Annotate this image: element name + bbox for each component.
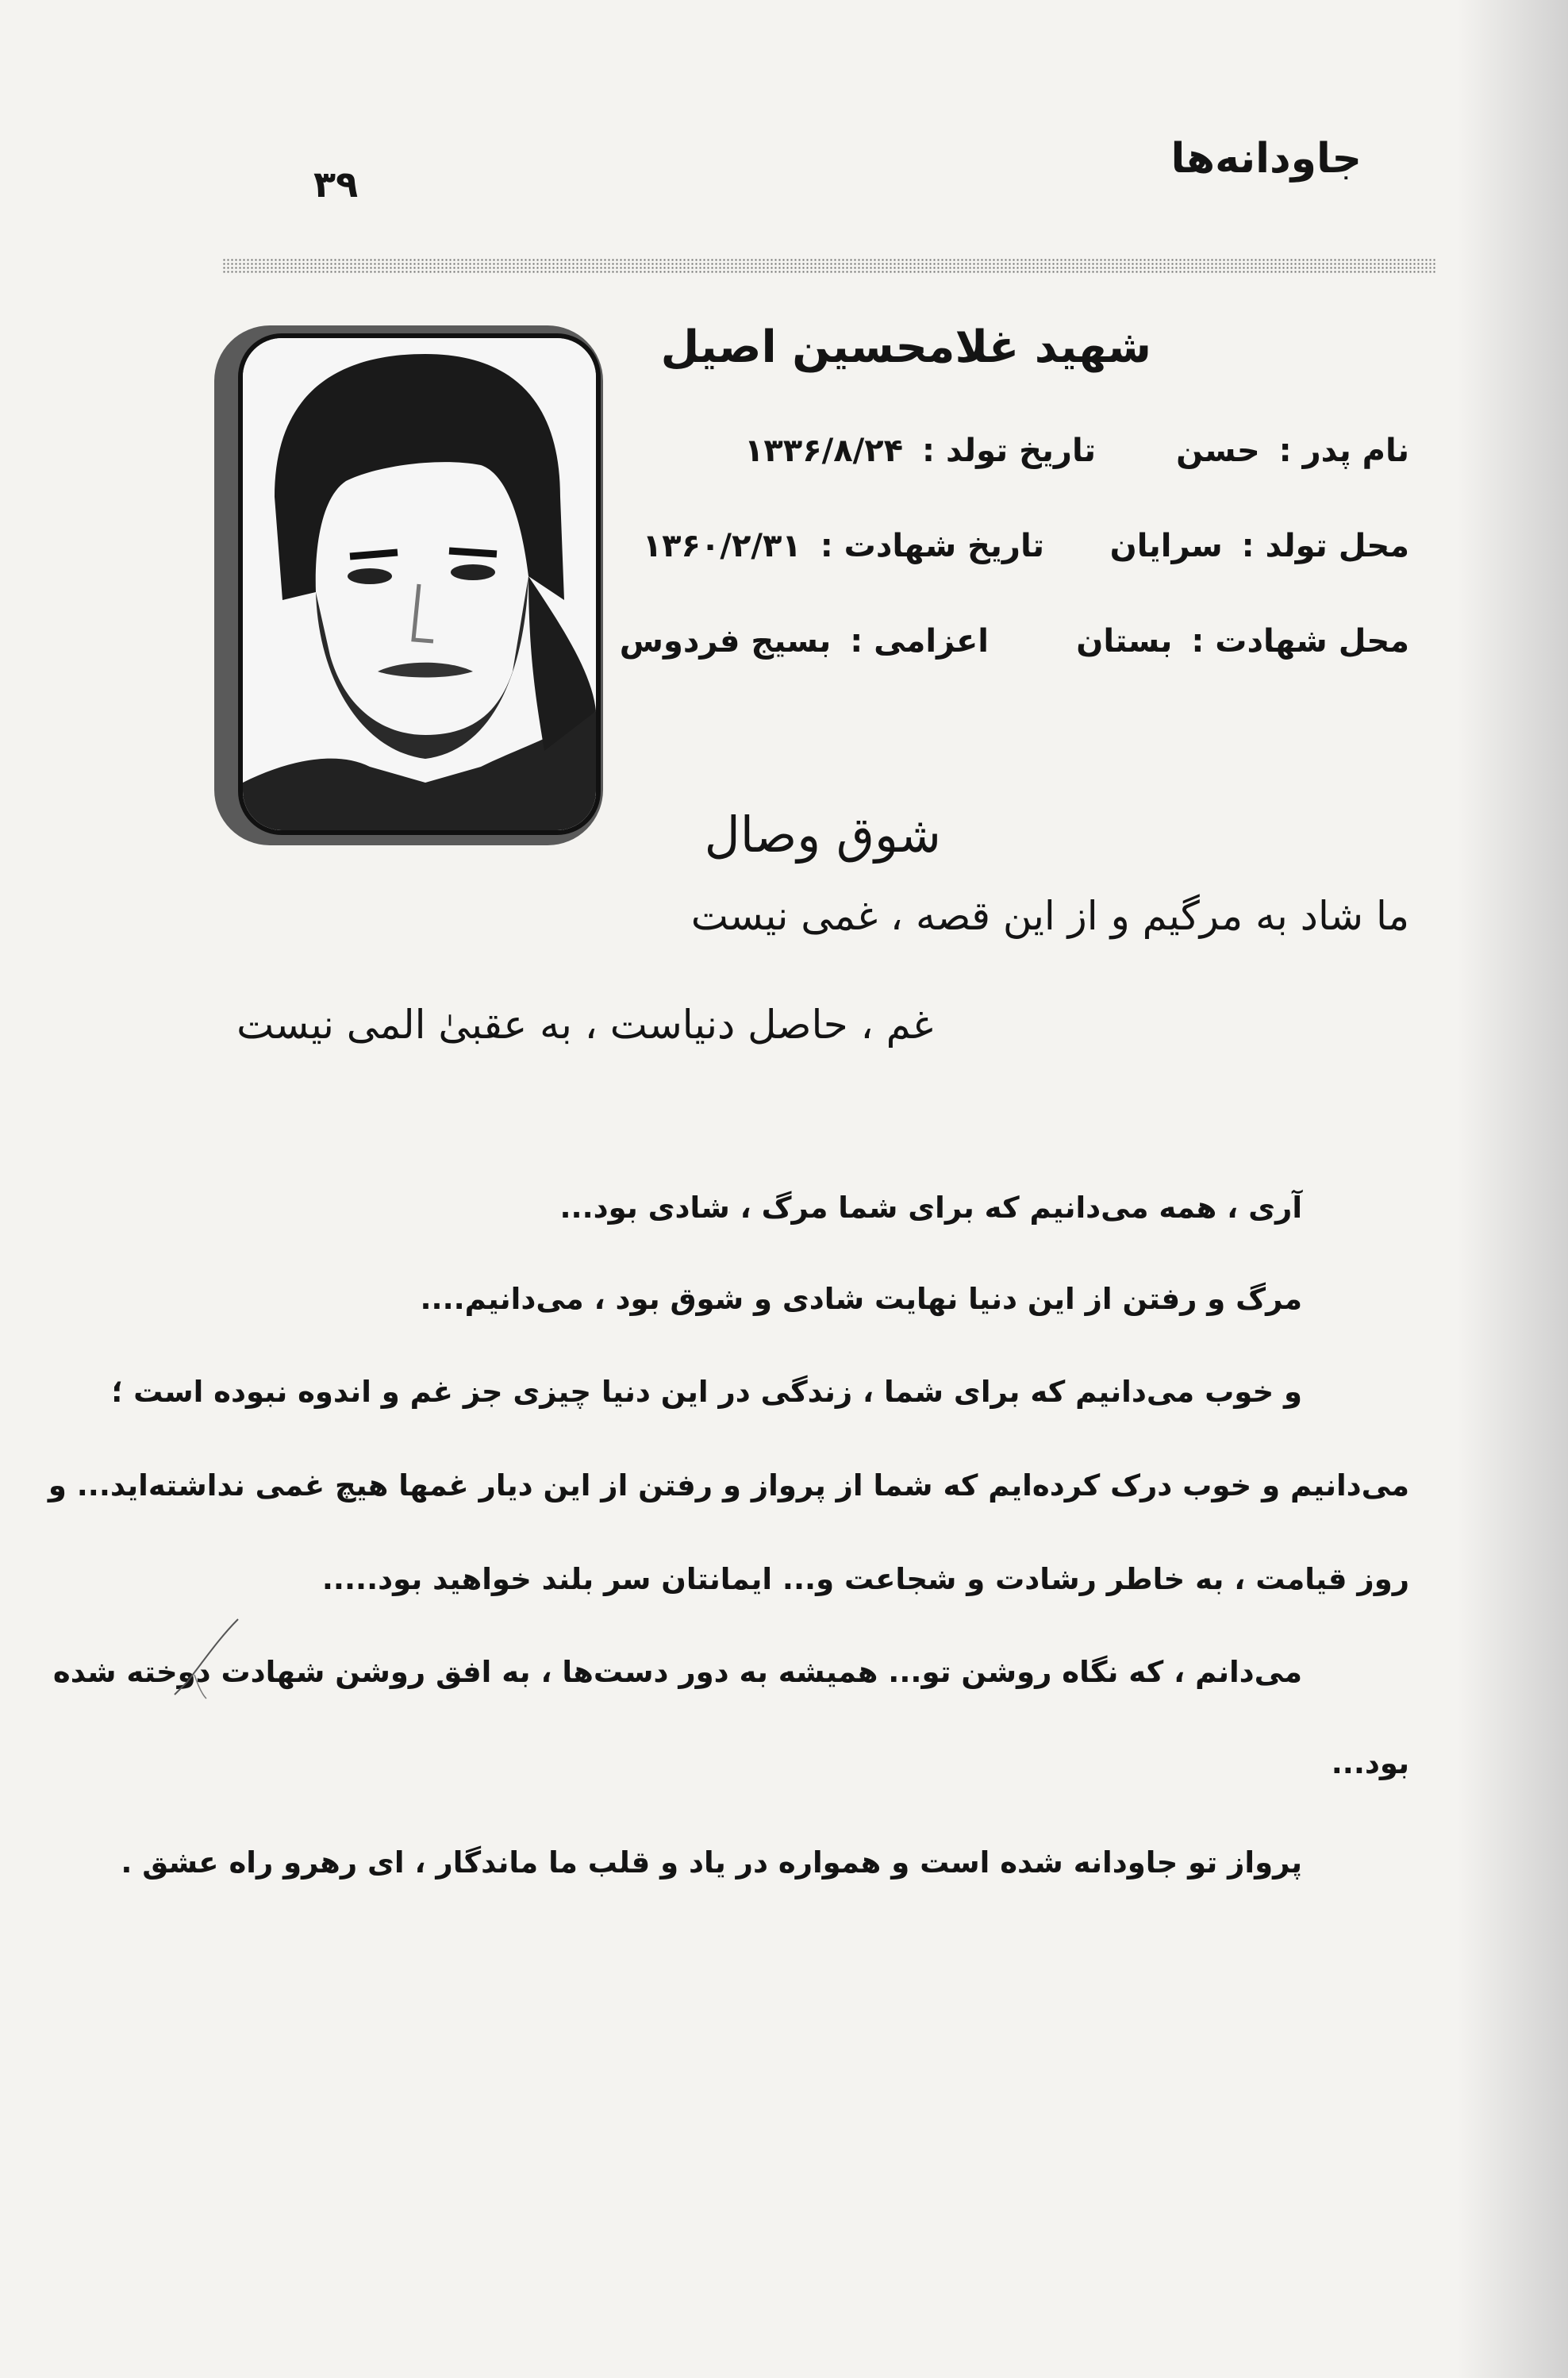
body-paragraph: آری ، همه می‌دانیم که برای شما مرگ ، شادی بود... [559, 1191, 1302, 1225]
body-paragraph: و خوب می‌دانیم که برای شما ، زندگی در این دنیا چیزی جز غم و اندوه نبوده است ؛ [111, 1375, 1302, 1409]
birth-date-field [744, 433, 1096, 469]
body-paragraph: پرواز تو جاودانه شده است و همواره در یاد و قلب ما ماندگار ، ای رهرو راه عشق . [121, 1845, 1302, 1880]
body-paragraph: می‌دانم ، که نگاه روشن تو... همیشه به دور دست‌ها ، به افق روشن شهادت دوخته شده [52, 1655, 1302, 1689]
field-label: تاریخ تولد : [922, 433, 1096, 469]
field-value: بسیج فردوس [619, 623, 832, 660]
portrait-photo-icon [243, 338, 596, 830]
field-value: بستان [1076, 623, 1173, 660]
pen-mark-icon [171, 1615, 242, 1703]
body-paragraph: مرگ و رفتن از این دنیا نهایت شادی و شوق بود ، می‌دانیم.... [420, 1282, 1302, 1316]
field-value: ۱۳۳۶/۸/۲۴ [744, 433, 904, 469]
field-label: محل شهادت : [1191, 623, 1409, 660]
martyrdom-date-field [643, 528, 1044, 564]
martyr-name: شهید غلامحسین اصیل [660, 321, 1151, 373]
field-label: محل تولد : [1241, 528, 1409, 564]
field-value: حسن [1176, 433, 1260, 469]
father-name-field [1176, 433, 1409, 469]
birth-place-field [1110, 528, 1409, 564]
dispatched-by-field [620, 623, 989, 660]
book-title: جاودانه‌ها [1170, 135, 1362, 183]
martyr-portrait-frame [214, 325, 603, 845]
field-label: تاریخ شهادت : [820, 528, 1044, 564]
field-label: اعزامی : [850, 623, 989, 660]
poem-verse: ما شاد به مرگیم و از این قصه ، غمی نیست [690, 893, 1409, 939]
body-paragraph: بود... [1331, 1746, 1409, 1780]
poem-title: شوق وصال [704, 806, 941, 864]
field-value: سرایان [1109, 528, 1223, 564]
field-value: ۱۳۶۰/۲/۳۱ [642, 528, 801, 564]
page-edge-shadow [1457, 0, 1568, 2378]
martyr-portrait [238, 333, 601, 835]
header-divider [222, 258, 1436, 274]
page-number: ۳۹ [313, 163, 359, 206]
body-paragraph: روز قیامت ، به خاطر رشادت و شجاعت و... ایمانتان سر بلند خواهید بود..... [321, 1562, 1409, 1596]
body-paragraph: می‌دانیم و خوب درک کرده‌ایم که شما از پرواز و رفتن از این دیار غمها هیچ غمی نداشته‌اید... و [48, 1468, 1409, 1503]
field-label: نام پدر : [1278, 433, 1409, 469]
martyrdom-place-field [1076, 623, 1409, 660]
poem-verse: غم ، حاصل دنیاست ، به عقبیٰ المی نیست [236, 1002, 933, 1048]
